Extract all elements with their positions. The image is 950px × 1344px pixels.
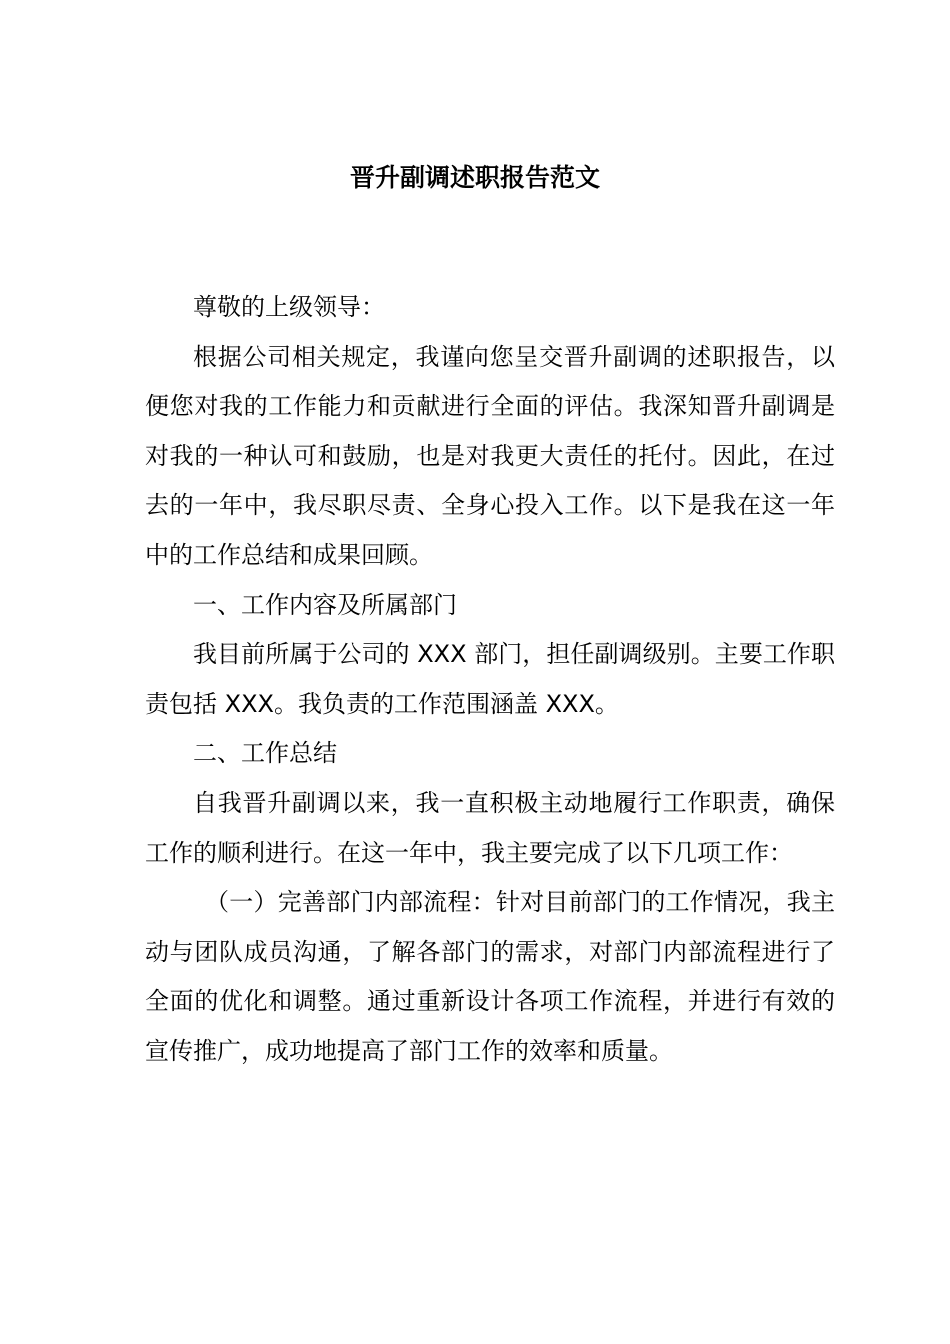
salutation: 尊敬的上级领导：: [193, 293, 385, 321]
section-heading-1: 一、工作内容及所属部门: [193, 590, 457, 619]
department-paragraph: 我目前所属于公司的 XXX 部门，担任副调级别。主要工作职责包括 XXX。我负责的工作范围涵盖 XXX。: [145, 640, 835, 718]
summary-paragraph: 自我晋升副调以来，我一直积极主动地履行工作职责，确保工作的顺利进行。在这一年中，我主要完成了以下几项工作：: [145, 788, 835, 867]
document-title: 晋升副调述职报告范文: [349, 163, 600, 192]
section-heading-2: 二、工作总结: [193, 739, 337, 768]
document-body: [145, 283, 835, 1077]
item-1-paragraph: （一）完善部门内部流程：针对目前部门的工作情况，我主动与团队成员沟通，了解各部门的需求，对部门内部流程进行了全面的优化和调整。通过重新设计各项工作流程，并进行有效的宣传推广，成功地提高了部门工作的效率和质量。: [145, 888, 835, 1065]
intro-paragraph: 根据公司相关规定，我谨向您呈交晋升副调的述职报告，以便您对我的工作能力和贡献进行全面的评估。我深知晋升副调是对我的一种认可和鼓励，也是对我更大责任的托付。因此，在过去的一年中，我尽职尽责、全身心投入工作。以下是我在这一年中的工作总结和成果回顾。: [145, 342, 835, 569]
